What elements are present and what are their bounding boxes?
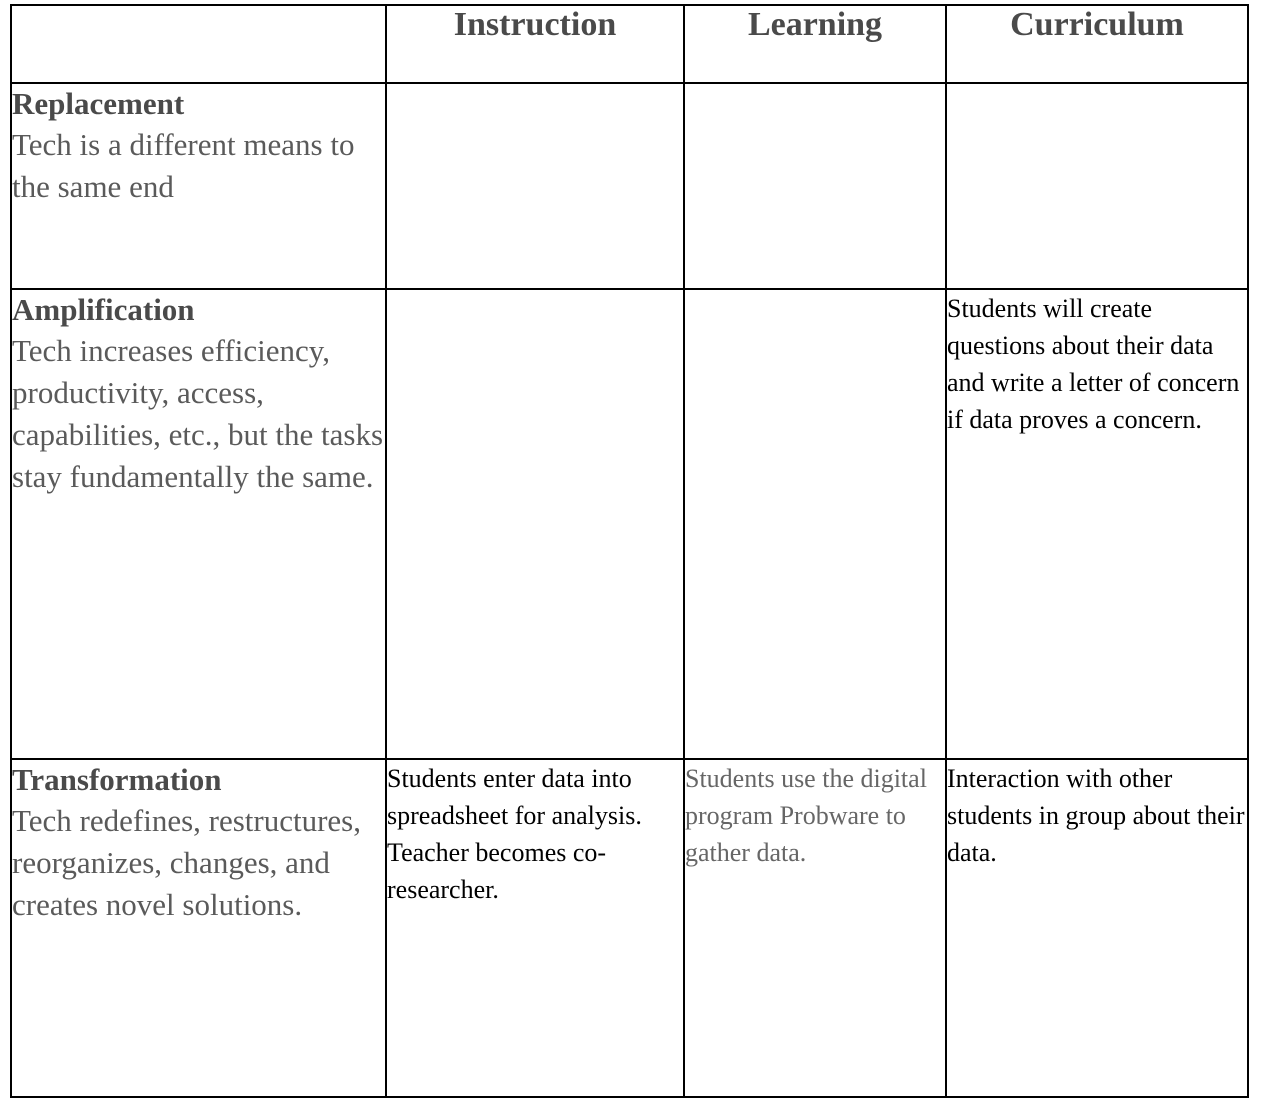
- header-empty-cell: [11, 5, 386, 83]
- cell-amplification-learning: [684, 289, 946, 759]
- cell-text: Students use the digital program Probware to gather data.: [685, 764, 927, 867]
- cell-text: Students will create questions about their data and write a letter of concern if data proves a concern.: [947, 294, 1240, 434]
- cell-text: Interaction with other students in group about their data.: [947, 764, 1245, 867]
- cell-transformation-learning: [684, 759, 946, 1097]
- cell-amplification-instruction: [386, 289, 684, 759]
- header-row: [11, 5, 1248, 83]
- row-header-amplification: [11, 289, 386, 759]
- level-description: Tech is a different means to the same end: [12, 127, 355, 204]
- level-title: Amplification: [12, 292, 195, 327]
- cell-transformation-instruction: [386, 759, 684, 1097]
- rat-matrix-table: [10, 4, 1249, 1098]
- cell-replacement-instruction: [386, 83, 684, 289]
- header-learning: Learning: [684, 5, 946, 83]
- cell-amplification-curriculum: [946, 289, 1248, 759]
- header-instruction: Instruction: [386, 5, 684, 83]
- row-header-replacement: [11, 83, 386, 289]
- cell-replacement-learning: [684, 83, 946, 289]
- row-replacement: [11, 83, 1248, 289]
- cell-text: Students enter data into spreadsheet for analysis.: [387, 764, 642, 830]
- level-title: Replacement: [12, 86, 185, 121]
- level-description: Tech increases efficiency, productivity, access, capabilities, etc., but the tasks stay fundamentally the same.: [12, 333, 384, 494]
- cell-replacement-curriculum: [946, 83, 1248, 289]
- cell-text: Teacher becomes co-researcher.: [387, 838, 607, 904]
- level-title: Transformation: [12, 762, 222, 797]
- row-amplification: [11, 289, 1248, 759]
- header-curriculum: Curriculum: [946, 5, 1248, 83]
- level-description: Tech redefines, restructures, reorganizes, changes, and creates novel solutions.: [12, 803, 361, 922]
- row-header-transformation: [11, 759, 386, 1097]
- cell-transformation-curriculum: [946, 759, 1248, 1097]
- row-transformation: [11, 759, 1248, 1097]
